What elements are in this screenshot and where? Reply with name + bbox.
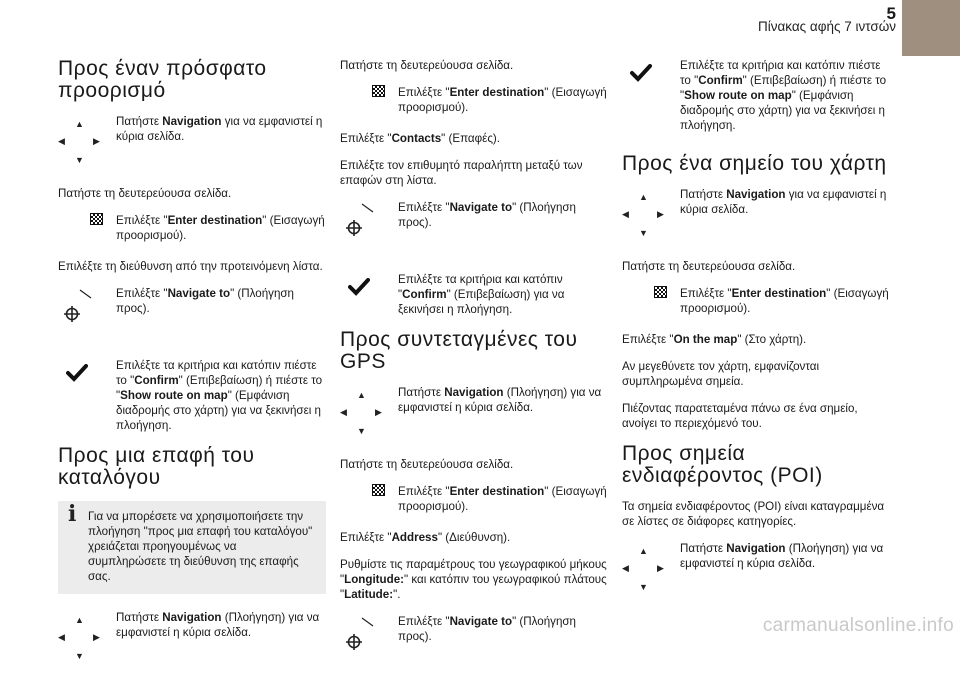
paragraph: Πατήστε τη δευτερεύουσα σελίδα. xyxy=(58,187,232,200)
info-box xyxy=(58,501,326,594)
step-text: Επιλέξτε "Navigate to" (Πλοήγηση προς). xyxy=(116,287,294,315)
heading-gps: Προς συντεταγμένες του GPS xyxy=(340,328,578,373)
paragraph: Επιλέξτε "On the map" (Στο χάρτη). xyxy=(622,333,807,346)
checkered-flag-icon xyxy=(372,484,385,496)
navigate-to-icon xyxy=(342,200,386,240)
heading-recent-destination: Προς έναν πρόσφατο προορισμό xyxy=(58,57,267,102)
paragraph: Επιλέξτε "Contacts" (Επαφές). xyxy=(340,132,500,145)
checkmark-icon xyxy=(348,278,370,301)
heading-map-point: Προς ένα σημείο του χάρτη xyxy=(622,152,887,175)
heading-contact: Προς μια επαφή του καταλόγου xyxy=(58,444,255,489)
navigation-arrows-icon: ▲ ▼ ◀ ▶ xyxy=(58,615,100,661)
step-enter-destination xyxy=(622,286,890,320)
paragraph: Πατήστε τη δευτερεύουσα σελίδα. xyxy=(340,458,514,471)
step-text: Επιλέξτε "Enter destination" (Εισαγωγή προορισμού). xyxy=(116,214,325,242)
navigation-arrows-icon: ▲ ▼ ◀ ▶ xyxy=(622,192,664,238)
step-enter-destination xyxy=(58,213,326,247)
running-head: Πίνακας αφής 7 ιντσών xyxy=(757,19,896,34)
step-confirm xyxy=(622,58,890,133)
checkmark-icon xyxy=(630,64,652,87)
step-text: Πατήστε Navigation για να εμφανιστεί η κύρια σελίδα. xyxy=(680,188,887,216)
navigate-to-icon xyxy=(60,286,104,326)
navigation-arrows-icon: ▲ ▼ ◀ ▶ xyxy=(622,546,664,592)
step-navigation xyxy=(622,187,890,247)
paragraph-coordinates: Ρυθμίστε τις παραμέτρους του γεωγραφικού μήκους "Longitude:" και κατόπιν του γεωγραφικού πλάτους "Latitude:". xyxy=(340,558,607,601)
checkered-flag-icon xyxy=(372,85,385,97)
step-text: Επιλέξτε "Enter destination" (Εισαγωγή προορισμού). xyxy=(680,287,889,315)
step-enter-destination xyxy=(340,484,608,518)
step-navigate-to xyxy=(58,286,326,346)
page-number: 5 xyxy=(886,4,896,23)
step-text: Επιλέξτε "Navigate to" (Πλοήγηση προς). xyxy=(398,201,576,229)
step-text: Πατήστε Navigation (Πλοήγηση) για να εμφανιστεί η κύρια σελίδα. xyxy=(116,611,320,639)
step-confirm xyxy=(58,358,326,433)
paragraph: Αν μεγεθύνετε τον χάρτη, εμφανίζονται συμπληρωμένα σημεία. xyxy=(622,360,820,388)
column-2 xyxy=(340,58,608,686)
paragraph: Πατήστε τη δευτερεύουσα σελίδα. xyxy=(340,59,514,72)
paragraph: Πατήστε τη δευτερεύουσα σελίδα. xyxy=(622,260,796,273)
navigation-arrows-icon: ▲ ▼ ◀ ▶ xyxy=(340,390,382,436)
step-text: Επιλέξτε "Enter destination" (Εισαγωγή προορισμού). xyxy=(398,86,607,114)
info-text: Για να μπορέσετε να χρησιμοποιήσετε την πλοήγηση "προς μια επαφή του καταλόγου" χρειάζεται προηγουμένως να συμπληρώσετε τη διεύθυνση της επαφής σας. xyxy=(88,510,313,583)
step-text: Επιλέξτε τα κριτήρια και κατόπιν "Confirm" (Επιβεβαίωση) για να ξεκινήσει η πλοήγηση. xyxy=(398,273,565,316)
step-confirm xyxy=(340,272,608,317)
step-text: Επιλέξτε τα κριτήρια και κατόπιν πιέστε το "Confirm" (Επιβεβαίωση) ή πιέστε το "Show route on map" (Εμφάνιση διαδρομής στο χάρτη) για να ξεκινήσει η πλοήγηση. xyxy=(680,59,887,132)
column-3 xyxy=(622,58,890,613)
info-icon: i xyxy=(68,501,77,527)
paragraph: Επιλέξτε "Address" (Διεύθυνση). xyxy=(340,531,511,544)
column-1 xyxy=(58,58,326,682)
page-tab xyxy=(902,0,960,56)
watermark: carmanualsonline.info xyxy=(762,615,954,636)
paragraph: Πιέζοντας παρατεταμένα πάνω σε ένα σημείο, ανοίγει το περιεχόμενό του. xyxy=(622,402,858,430)
step-navigate-to xyxy=(340,614,608,674)
paragraph: Επιλέξτε τη διεύθυνση από την προτεινόμενη λίστα. xyxy=(58,260,323,273)
checkered-flag-icon xyxy=(90,213,103,225)
navigation-arrows-icon: ▲ ▼ ◀ ▶ xyxy=(58,119,100,165)
step-text: Πατήστε Navigation (Πλοήγηση) για να εμφανιστεί η κύρια σελίδα. xyxy=(398,386,602,414)
step-text: Επιλέξτε "Navigate to" (Πλοήγηση προς). xyxy=(398,615,576,643)
navigate-to-icon xyxy=(342,614,386,654)
checkered-flag-icon xyxy=(654,286,667,298)
paragraph: Επιλέξτε τον επιθυμητό παραλήπτη μεταξύ των επαφών στη λίστα. xyxy=(340,159,583,187)
step-text: Πατήστε Navigation (Πλοήγηση) για να εμφανιστεί η κύρια σελίδα. xyxy=(680,542,884,570)
step-navigate-to xyxy=(340,200,608,260)
paragraph: Τα σημεία ενδιαφέροντος (POI) είναι καταγραμμένα σε λίστες σε διάφορες κατηγορίες. xyxy=(622,500,885,528)
step-text: Πατήστε Navigation για να εμφανιστεί η κύρια σελίδα. xyxy=(116,115,323,143)
step-text: Επιλέξτε τα κριτήρια και κατόπιν πιέστε το "Confirm" (Επιβεβαίωση) ή πιέστε το "Show route on map" (Εμφάνιση διαδρομής στο χάρτη) για να ξεκινήσει η πλοήγηση. xyxy=(116,359,323,432)
step-navigation xyxy=(622,541,890,601)
step-navigation xyxy=(58,610,326,670)
step-text: Επιλέξτε "Enter destination" (Εισαγωγή προορισμού). xyxy=(398,485,607,513)
checkmark-icon xyxy=(66,364,88,387)
step-enter-destination xyxy=(340,85,608,119)
step-navigation xyxy=(340,385,608,445)
heading-poi: Προς σημεία ενδιαφέροντος (POI) xyxy=(622,442,823,487)
step-navigation xyxy=(58,114,326,174)
